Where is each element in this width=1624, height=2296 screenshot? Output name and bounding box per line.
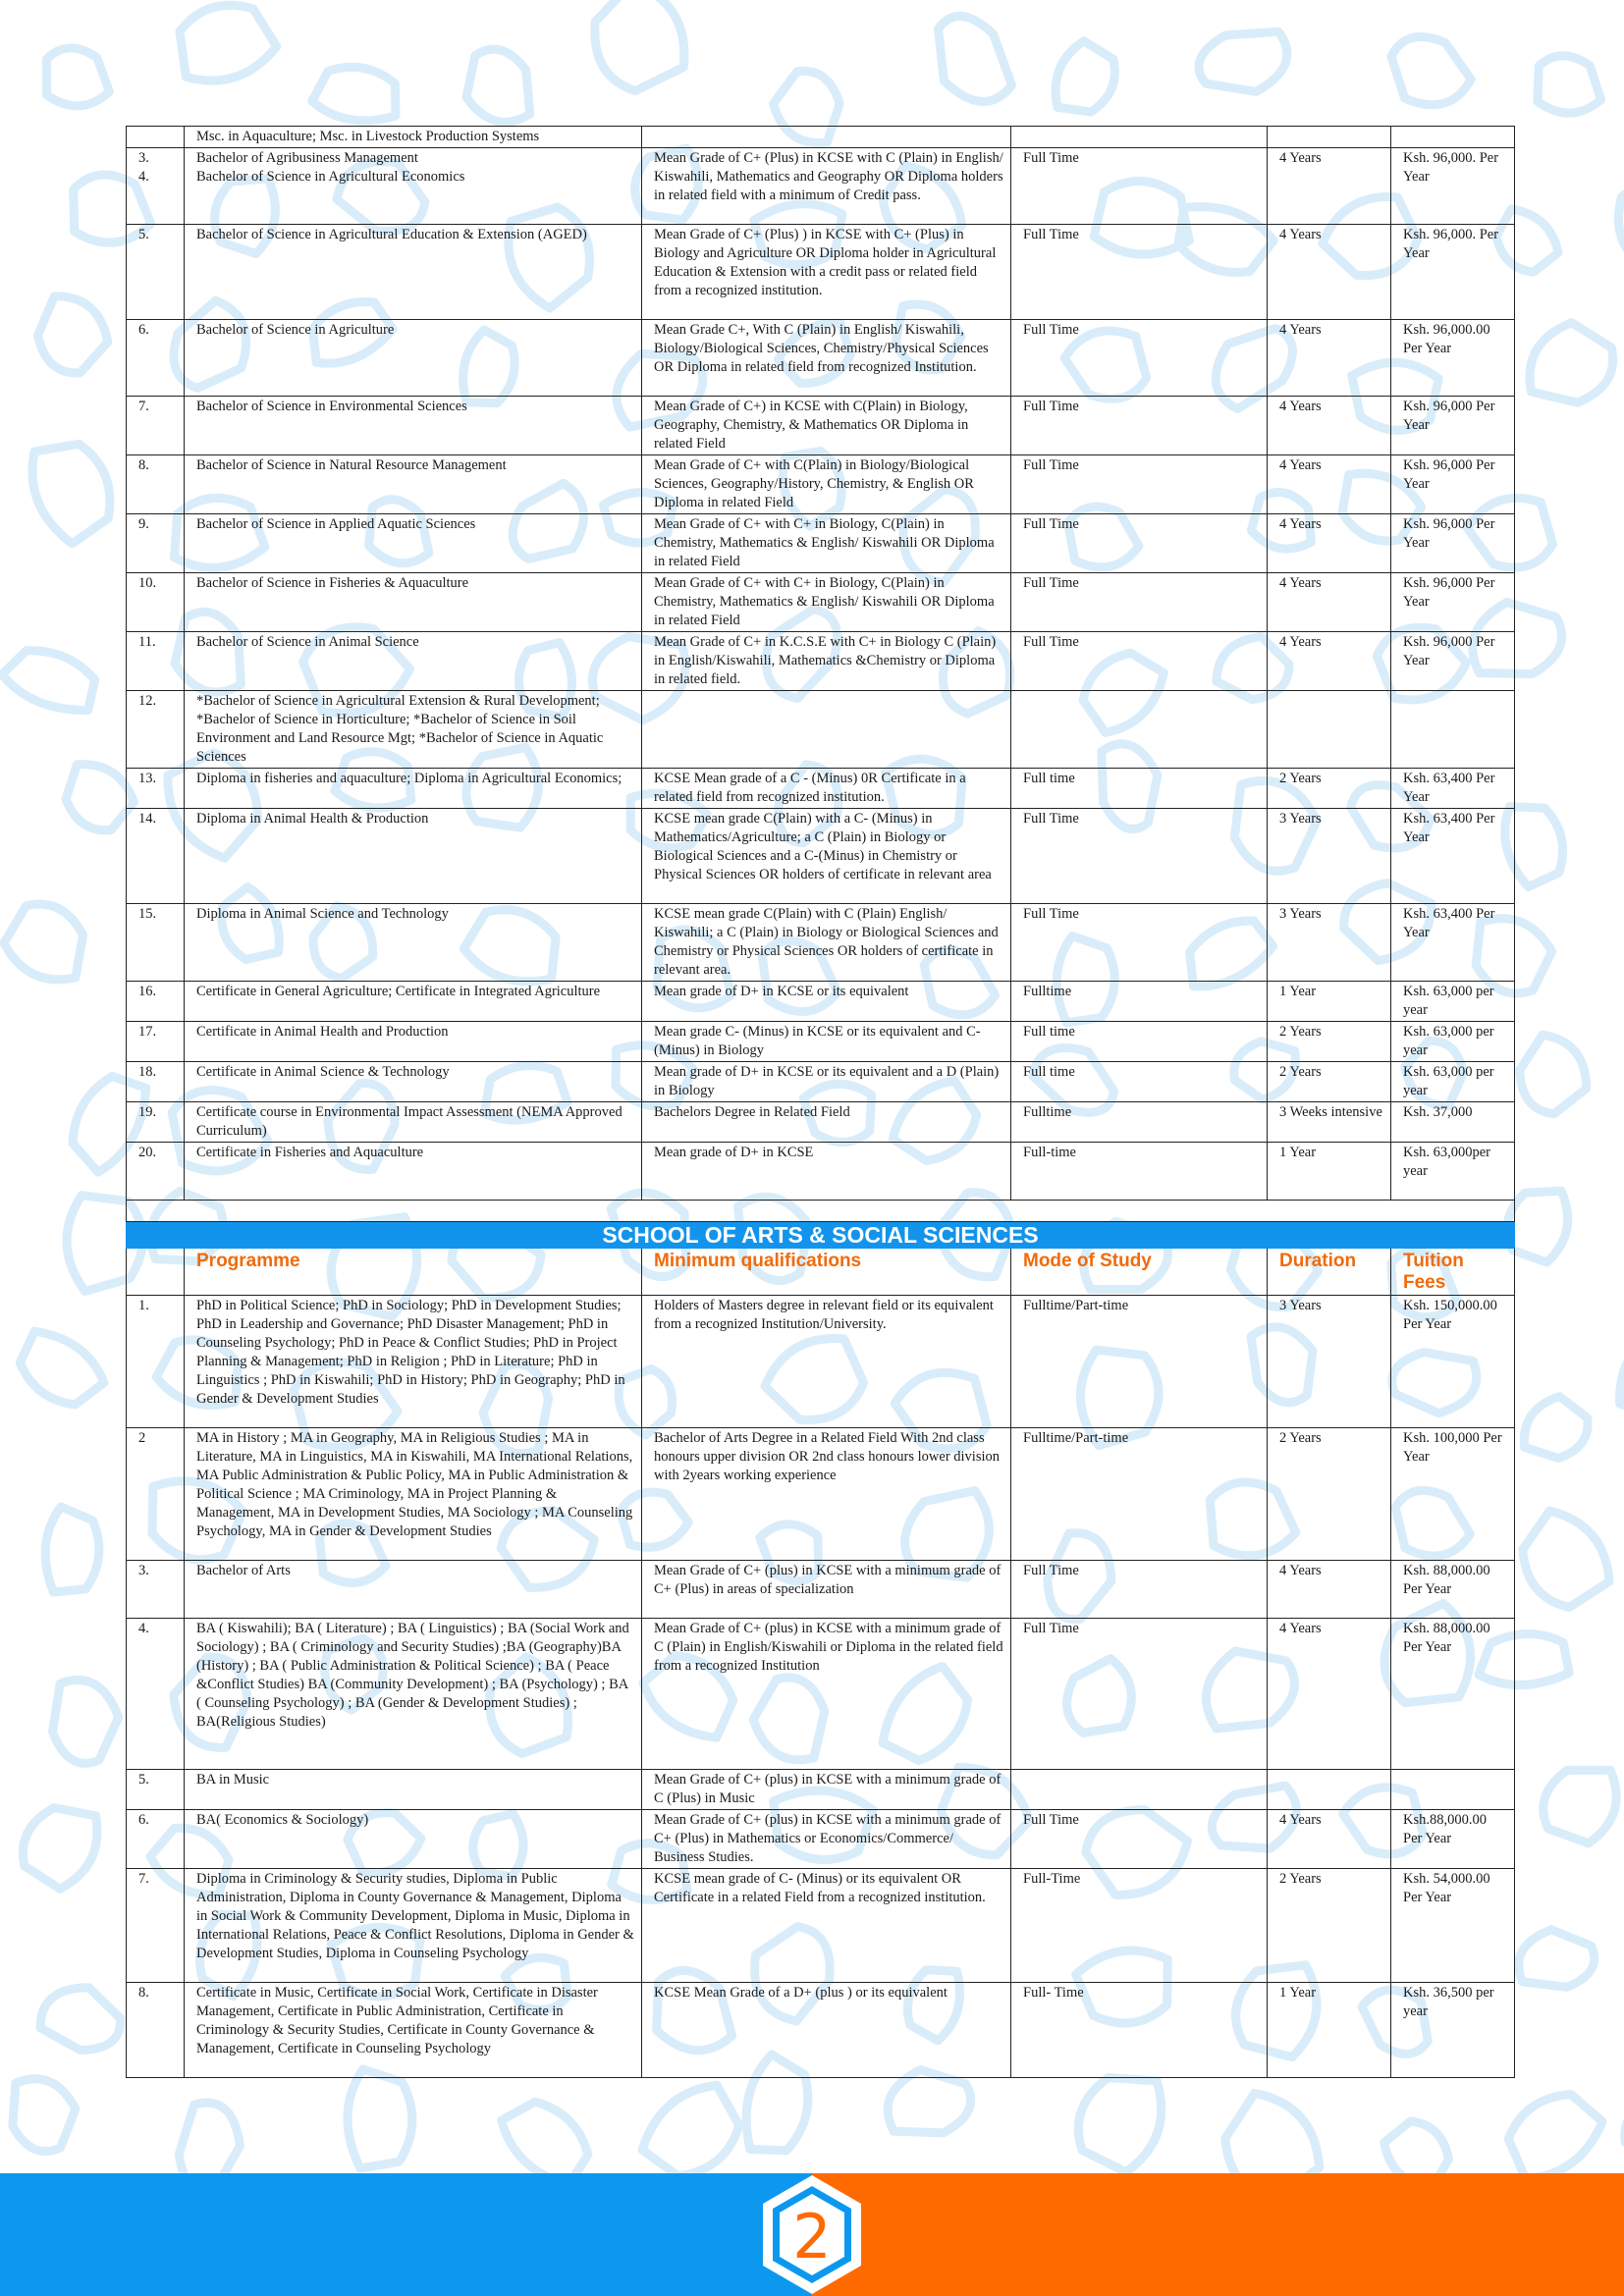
tuition-fees: Ksh. 63,400 Per Year	[1391, 904, 1515, 982]
programmes-table	[126, 126, 1515, 2078]
minimum-qualifications: Mean grade C- (Minus) in KCSE or its equivalent and C- (Minus) in Biology	[642, 1022, 1011, 1062]
mode-of-study: Full Time	[1011, 1619, 1268, 1770]
mode-of-study: Full Time	[1011, 632, 1268, 691]
table-row	[127, 1428, 1515, 1561]
programme-name: Bachelor of Agribusiness Management Bachelor of Science in Agricultural Economics	[185, 148, 642, 225]
programme-name: Diploma in fisheries and aquaculture; Diploma in Agricultural Economics;	[185, 769, 642, 809]
minimum-qualifications: KCSE mean grade C(Plain) with C (Plain) English/ Kiswahili; a C (Plain) in Biology or Biological Sciences and Chemistry or Physical Sciences OR holders of certificate in relevant area.	[642, 904, 1011, 982]
programme-name: Bachelor of Science in Applied Aquatic Sciences	[185, 514, 642, 573]
row-number: 7.	[127, 1869, 185, 1983]
programme-name: PhD in Political Science; PhD in Sociology; PhD in Development Studies; PhD in Leadership and Governance; PhD Disaster Management; PhD in Counseling Psychology; PhD in Peace & Conflict Studies; PhD in Project Planning & Management; PhD in Religion ; PhD in Literature; PhD in Linguistics ; PhD in Kiswahili; PhD in History; PhD in Geography; PhD in Gender & Development Studies	[185, 1296, 642, 1428]
duration: 4 Years	[1268, 1810, 1391, 1869]
header-programme: Programme	[185, 1249, 642, 1296]
tuition-fees: Ksh. 36,500 per year	[1391, 1983, 1515, 2078]
tuition-fees: Ksh. 63,000 per year	[1391, 982, 1515, 1022]
pattern-shape	[1520, 1390, 1595, 1465]
minimum-qualifications: Mean Grade of C+ (Plus) ) in KCSE with C+ (Plus) in Biology and Agriculture OR Diploma holder in Agricultural Education & Extension with a credit pass or related field from a recognized institution.	[642, 225, 1011, 320]
minimum-qualifications: KCSE mean grade C(Plain) with a C- (Minus) in Mathematics/Agriculture; a C (Plain) in Biology or Biological Sciences and a C-(Minus) in Chemistry or Physical Sciences OR holders of certificate in relevant area	[642, 809, 1011, 904]
table-row	[127, 455, 1515, 514]
mode-of-study: Fulltime	[1011, 1102, 1268, 1143]
duration: 2 Years	[1268, 1062, 1391, 1102]
programme-name: Bachelor of Science in Environmental Sciences	[185, 397, 642, 455]
row-number: 8.	[127, 455, 185, 514]
duration: 4 Years	[1268, 1561, 1391, 1619]
pattern-shape	[1378, 23, 1475, 122]
table-row	[127, 632, 1515, 691]
column-header-row	[127, 1249, 1515, 1296]
minimum-qualifications: Mean Grade C+, With C (Plain) in English/ Kiswahili, Biology/Biological Sciences, Chemistry/Physical Sciences OR Diploma in related field from recognized Institution.	[642, 320, 1011, 397]
minimum-qualifications	[642, 691, 1011, 769]
pattern-shape	[489, 2088, 599, 2173]
tuition-fees	[1391, 1770, 1515, 1810]
tuition-fees: Ksh. 96,000 Per Year	[1391, 632, 1515, 691]
duration: 1 Year	[1268, 1143, 1391, 1201]
row-number: 5.	[127, 225, 185, 320]
pattern-shape	[338, 2062, 419, 2169]
pattern-shape	[1599, 161, 1624, 286]
pattern-shape	[28, 291, 118, 382]
duration: 4 Years	[1268, 455, 1391, 514]
row-number: 9.	[127, 514, 185, 573]
row-number: 4.	[127, 1619, 185, 1770]
programme-name: Diploma in Criminology & Security studies, Diploma in Public Administration, Diploma in County Governance & Management, Diploma in Social Work & Community Development, Diploma in Music, Diploma in International Relations, Peace & Conflict Resolutions, Diploma in Gender & Development Studies, Diploma in Counseling Psychology	[185, 1869, 642, 1983]
pattern-shape	[11, 2077, 78, 2153]
programme-name: Diploma in Animal Health & Production	[185, 809, 642, 904]
pattern-shape	[1526, 47, 1602, 123]
mode-of-study: Full Time	[1011, 514, 1268, 573]
pattern-shape	[12, 425, 128, 547]
table-row	[127, 1102, 1515, 1143]
mode-of-study: Full-time	[1011, 1143, 1268, 1201]
header-mode: Mode of Study	[1011, 1249, 1268, 1296]
programme-name: BA in Music	[185, 1770, 642, 1810]
duration: 4 Years	[1268, 397, 1391, 455]
table-row	[127, 127, 1515, 148]
tuition-fees: Ksh. 96,000.00 Per Year	[1391, 320, 1515, 397]
programme-name: Msc. in Aquaculture; Msc. in Livestock Production Systems	[185, 127, 642, 148]
programme-name: Bachelor of Science in Fisheries & Aquaculture	[185, 573, 642, 632]
programme-name: BA ( Kiswahili); BA ( Literature) ; BA ( Linguistics) ; BA (Social Work and Sociology) ; BA ( Criminology and Security Studies) ;BA (Geography)BA (History) ; BA ( Public Administration & Political Science) ; BA ( Peace &Conflict Studies) BA (Community Development) ; BA (Psychology) ; BA ( Counseling Psychology) ; BA (Gender & Development Studies) ; BA(Religious Studies)	[185, 1619, 642, 1770]
table-row	[127, 225, 1515, 320]
table-row	[127, 1296, 1515, 1428]
mode-of-study: Full time	[1011, 769, 1268, 809]
tuition-fees: Ksh. 63,400 Per Year	[1391, 809, 1515, 904]
duration: 4 Years	[1268, 225, 1391, 320]
pattern-shape	[887, 2068, 971, 2133]
spacer-cell	[127, 1201, 1515, 1222]
pattern-shape	[637, 2068, 754, 2173]
minimum-qualifications: Mean Grade of C+ (plus) in KCSE with a minimum grade of C (Plus) in Music	[642, 1770, 1011, 1810]
row-number: 14.	[127, 809, 185, 904]
table-row	[127, 1561, 1515, 1619]
mode-of-study: Full Time	[1011, 148, 1268, 225]
tuition-fees: Ksh. 63,000per year	[1391, 1143, 1515, 1201]
row-number: 20.	[127, 1143, 185, 1201]
mode-of-study: Full Time	[1011, 809, 1268, 904]
row-number: 17.	[127, 1022, 185, 1062]
row-number: 1.	[127, 1296, 185, 1428]
pattern-shape	[1525, 316, 1620, 408]
table-row	[127, 1869, 1515, 1983]
tuition-fees: Ksh. 150,000.00 Per Year	[1391, 1296, 1515, 1428]
table-row	[127, 691, 1515, 769]
tuition-fees: Ksh. 96,000 Per Year	[1391, 573, 1515, 632]
programme-name: Bachelor of Science in Natural Resource Management	[185, 455, 642, 514]
header-duration: Duration	[1268, 1249, 1391, 1296]
page-number: 2	[792, 2201, 832, 2272]
tuition-fees: Ksh. 63,000 per year	[1391, 1062, 1515, 1102]
pattern-shape	[1505, 1191, 1570, 1264]
tuition-fees: Ksh.88,000.00 Per Year	[1391, 1810, 1515, 1869]
header-fees: Tuition Fees	[1391, 1249, 1515, 1296]
minimum-qualifications: Bachelors Degree in Related Field	[642, 1102, 1011, 1143]
minimum-qualifications	[642, 127, 1011, 148]
duration: 4 Years	[1268, 1619, 1391, 1770]
mode-of-study: Full Time	[1011, 904, 1268, 982]
pattern-shape	[1210, 2087, 1338, 2173]
duration: 3 Years	[1268, 809, 1391, 904]
minimum-qualifications: KCSE Mean grade of a C - (Minus) 0R Certificate in a related field from recognized institution.	[642, 769, 1011, 809]
minimum-qualifications: Mean Grade of C+ with C+ in Biology, C(Plain) in Chemistry, Mathematics & English/ Kiswahili OR Diploma in related Field	[642, 514, 1011, 573]
row-number: 2	[127, 1428, 185, 1561]
duration: 2 Years	[1268, 1869, 1391, 1983]
programme-name: Bachelor of Science in Agriculture	[185, 320, 642, 397]
row-number: 3. 4.	[127, 148, 185, 225]
duration: 4 Years	[1268, 514, 1391, 573]
table-row	[127, 1022, 1515, 1062]
pattern-shape	[1492, 2080, 1606, 2173]
table-row	[127, 769, 1515, 809]
duration: 2 Years	[1268, 1022, 1391, 1062]
spacer-row	[127, 1201, 1515, 1222]
minimum-qualifications: Mean Grade of C+ (Plus) in KCSE with C (Plain) in English/ Kiswahili, Mathematics and Geography OR Diploma holders in related field with a minimum of Credit pass.	[642, 148, 1011, 225]
duration: 2 Years	[1268, 769, 1391, 809]
pattern-shape	[1613, 1315, 1624, 1429]
minimum-qualifications: Mean Grade of C+ in K.C.S.E with C+ in Biology C (Plain) in English/Kiswahili, Mathematics &Chemistry or Diploma in related field.	[642, 632, 1011, 691]
row-number: 7.	[127, 397, 185, 455]
mode-of-study: Full Time	[1011, 397, 1268, 455]
programme-name: Diploma in Animal Science and Technology	[185, 904, 642, 982]
programme-name: BA( Economics & Sociology)	[185, 1810, 642, 1869]
duration: 4 Years	[1268, 573, 1391, 632]
table-row	[127, 1770, 1515, 1810]
pattern-shape	[33, 39, 111, 117]
programme-name: Certificate in Music, Certificate in Social Work, Certificate in Disaster Management, Certificate in Public Administration, Certificate in Criminology & Security Studies, Certificate in County Governance & Management, Certificate in Counseling Psychology	[185, 1983, 642, 2078]
pattern-shape	[17, 1803, 101, 1894]
tuition-fees: Ksh. 96,000 Per Year	[1391, 455, 1515, 514]
duration: 3 Years	[1268, 1296, 1391, 1428]
row-number: 11.	[127, 632, 185, 691]
school-heading-row	[127, 1222, 1515, 1249]
table-row	[127, 573, 1515, 632]
table-row	[127, 148, 1515, 225]
programme-name: Bachelor of Science in Animal Science	[185, 632, 642, 691]
table-row	[127, 809, 1515, 904]
programmes-table-container	[126, 126, 1514, 2078]
row-number: 16.	[127, 982, 185, 1022]
mode-of-study: Fulltime	[1011, 982, 1268, 1022]
pattern-shape	[48, 1677, 123, 1767]
pattern-shape	[925, 6, 1015, 113]
duration: 4 Years	[1268, 632, 1391, 691]
pattern-shape	[1507, 1030, 1600, 1125]
table-row	[127, 320, 1515, 397]
pattern-shape	[1620, 2089, 1624, 2169]
mode-of-study: Full Time	[1011, 320, 1268, 397]
row-number: 18.	[127, 1062, 185, 1102]
table-row	[127, 1062, 1515, 1102]
row-number	[127, 127, 185, 148]
pattern-shape	[462, 46, 530, 125]
header-number	[127, 1249, 185, 1296]
pattern-shape	[12, 1327, 113, 1415]
minimum-qualifications: Mean grade of D+ in KCSE or its equivalent and a D (Plain) in Biology	[642, 1062, 1011, 1102]
pattern-shape	[40, 1503, 103, 1592]
table-row	[127, 904, 1515, 982]
duration: 2 Years	[1268, 1428, 1391, 1561]
pattern-shape	[1374, 2111, 1457, 2173]
pattern-shape	[1053, 38, 1118, 115]
programme-name: MA in History ; MA in Geography, MA in Religious Studies ; MA in Literature, MA in Linguistics, MA in Kiswahili, MA International Relations, MA Public Administration & Public Policy, MA in Public Administration & Political Science ; MA Criminology, MA in Project Planning & Management, MA in Development Studies, MA Sociology ; MA Counseling Psychology, MA in Gender & Development Studies	[185, 1428, 642, 1561]
arts-programmes	[127, 1296, 1515, 2078]
programme-name: Certificate in Fisheries and Aquaculture	[185, 1143, 642, 1201]
row-number: 13.	[127, 769, 185, 809]
pattern-shape	[0, 643, 98, 714]
pattern-shape	[171, 2098, 249, 2173]
table-row	[127, 982, 1515, 1022]
tuition-fees: Ksh. 96,000 Per Year	[1391, 397, 1515, 455]
row-number: 15.	[127, 904, 185, 982]
mode-of-study: Full- Time	[1011, 1983, 1268, 2078]
pattern-shape	[1543, 1770, 1616, 1842]
mode-of-study: Full time	[1011, 1022, 1268, 1062]
mode-of-study: Full Time	[1011, 225, 1268, 320]
mode-of-study: Full time	[1011, 1062, 1268, 1102]
table-row	[127, 1143, 1515, 1201]
footer-blue-half	[0, 2173, 812, 2296]
tuition-fees: Ksh. 88,000.00 Per Year	[1391, 1561, 1515, 1619]
mode-of-study: Full Time	[1011, 573, 1268, 632]
table-row	[127, 514, 1515, 573]
row-number: 6.	[127, 1810, 185, 1869]
minimum-qualifications: Mean Grade of C+ with C(Plain) in Biology/Biological Sciences, Geography/History, Chemistry, & English OR Diploma in related Field	[642, 455, 1011, 514]
mode-of-study	[1011, 691, 1268, 769]
school-title: SCHOOL OF ARTS & SOCIAL SCIENCES	[127, 1222, 1515, 1249]
tuition-fees: Ksh. 54,000.00 Per Year	[1391, 1869, 1515, 1983]
row-number: 10.	[127, 573, 185, 632]
tuition-fees: Ksh. 96,000. Per Year	[1391, 225, 1515, 320]
agriculture-programmes	[127, 127, 1515, 1201]
programme-name: Certificate in Animal Health and Production	[185, 1022, 642, 1062]
pattern-shape	[1197, 31, 1290, 96]
tuition-fees: Ksh. 63,000 per year	[1391, 1022, 1515, 1062]
duration	[1268, 1770, 1391, 1810]
programme-name: Bachelor of Arts	[185, 1561, 642, 1619]
programme-name: Certificate in Animal Science & Technology	[185, 1062, 642, 1102]
minimum-qualifications: Mean Grade of C+ (plus) in KCSE with a minimum grade of C+ (Plus) in areas of specialization	[642, 1561, 1011, 1619]
pattern-shape	[1517, 1926, 1597, 1990]
minimum-qualifications: Mean Grade of C+ (plus) in KCSE with a minimum grade of C+ (Plus) in Mathematics or Economics/Commerce/ Business Studies.	[642, 1810, 1011, 1869]
tuition-fees: Ksh. 100,000 Per Year	[1391, 1428, 1515, 1561]
duration	[1268, 127, 1391, 148]
minimum-qualifications: Mean Grade of C+ with C+ in Biology, C(Plain) in Chemistry, Mathematics & English/ Kiswahili OR Diploma in related Field	[642, 573, 1011, 632]
minimum-qualifications: KCSE mean grade of C- (Minus) or its equivalent OR Certificate in a related Field from a recognized institution.	[642, 1869, 1011, 1983]
tuition-fees	[1391, 127, 1515, 148]
minimum-qualifications: Mean grade of D+ in KCSE	[642, 1143, 1011, 1201]
pattern-shape	[1611, 0, 1624, 95]
pattern-shape	[575, 0, 707, 108]
mode-of-study	[1011, 1770, 1268, 1810]
pattern-shape	[1075, 2076, 1164, 2173]
minimum-qualifications: KCSE Mean Grade of a D+ (plus ) or its equivalent	[642, 1983, 1011, 2078]
row-number: 3.	[127, 1561, 185, 1619]
footer-orange-half	[812, 2173, 1624, 2296]
duration: 3 Weeks intensive	[1268, 1102, 1391, 1143]
mode-of-study: Fulltime/Part-time	[1011, 1296, 1268, 1428]
duration: 4 Years	[1268, 148, 1391, 225]
table-row	[127, 1810, 1515, 1869]
tuition-fees: Ksh. 63,400 Per Year	[1391, 769, 1515, 809]
minimum-qualifications: Bachelor of Arts Degree in a Related Field With 2nd class honours upper division OR 2nd class honours lower division with 2years working experience	[642, 1428, 1011, 1561]
programme-name: Certificate in General Agriculture; Certificate in Integrated Agriculture	[185, 982, 642, 1022]
tuition-fees: Ksh. 96,000. Per Year	[1391, 148, 1515, 225]
programme-name: Certificate course in Environmental Impact Assessment (NEMA Approved Curriculum)	[185, 1102, 642, 1143]
row-number: 8.	[127, 1983, 185, 2078]
programme-name: *Bachelor of Science in Agricultural Extension & Rural Development; *Bachelor of Science in Horticulture; *Bachelor of Science in Soil Environment and Land Resource Mgt; *Bachelor of Science in Aquatic Sciences	[185, 691, 642, 769]
duration: 4 Years	[1268, 320, 1391, 397]
mode-of-study: Full Time	[1011, 1561, 1268, 1619]
mode-of-study	[1011, 127, 1268, 148]
section-divider	[127, 1201, 1515, 1296]
duration: 1 Year	[1268, 1983, 1391, 2078]
mode-of-study: Fulltime/Part-time	[1011, 1428, 1268, 1561]
duration: 1 Year	[1268, 982, 1391, 1022]
table-row	[127, 397, 1515, 455]
row-number: 6.	[127, 320, 185, 397]
pattern-shape	[35, 1973, 131, 2061]
row-number: 12.	[127, 691, 185, 769]
duration	[1268, 691, 1391, 769]
minimum-qualifications: Mean Grade of C+) in KCSE with C(Plain) in Biology, Geography, Chemistry, & Mathematics OR Diploma in related Field	[642, 397, 1011, 455]
mode-of-study: Full Time	[1011, 1810, 1268, 1869]
tuition-fees: Ksh. 88,000.00 Per Year	[1391, 1619, 1515, 1770]
minimum-qualifications: Mean grade of D+ in KCSE or its equivalent	[642, 982, 1011, 1022]
pattern-shape	[311, 67, 396, 122]
row-number: 19.	[127, 1102, 185, 1143]
pattern-shape	[0, 898, 87, 983]
duration: 3 Years	[1268, 904, 1391, 982]
row-number: 5.	[127, 1770, 185, 1810]
tuition-fees: Ksh. 96,000 Per Year	[1391, 514, 1515, 573]
table-row	[127, 1619, 1515, 1770]
header-qualifications: Minimum qualifications	[642, 1249, 1011, 1296]
tuition-fees	[1391, 691, 1515, 769]
pattern-shape	[1508, 1506, 1624, 1622]
table-row	[127, 1983, 1515, 2078]
minimum-qualifications: Mean Grade of C+ (plus) in KCSE with a minimum grade of C (Plain) in English/Kiswahili or Diploma in the related field from a recognized Institution	[642, 1619, 1011, 1770]
mode-of-study: Full Time	[1011, 455, 1268, 514]
mode-of-study: Full-Time	[1011, 1869, 1268, 1983]
pattern-shape	[161, 0, 280, 101]
programme-name: Bachelor of Science in Agricultural Education & Extension (AGED)	[185, 225, 642, 320]
minimum-qualifications: Holders of Masters degree in relevant field or its equivalent from a recognized Institution/University.	[642, 1296, 1011, 1428]
tuition-fees: Ksh. 37,000	[1391, 1102, 1515, 1143]
